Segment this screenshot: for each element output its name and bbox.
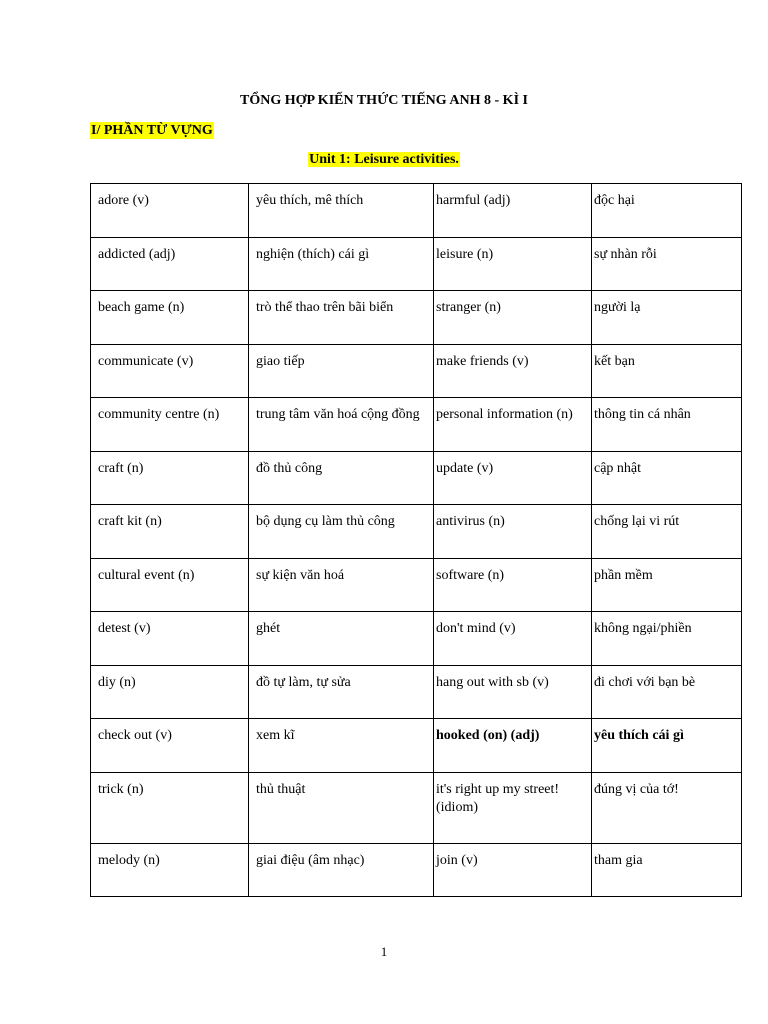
term-vi: đồ tự làm, tự sửa	[249, 665, 434, 719]
table-row	[91, 184, 742, 238]
term-vi: độc hại	[592, 184, 742, 238]
term-en: trick (n)	[91, 772, 249, 843]
term-en: personal information (n)	[434, 398, 592, 452]
term-en: communicate (v)	[91, 344, 249, 398]
vocabulary-table	[90, 183, 742, 897]
term-en: don't mind (v)	[434, 612, 592, 666]
term-en: antivirus (n)	[434, 505, 592, 559]
term-vi: nghiện (thích) cái gì	[249, 237, 434, 291]
term-en: diy (n)	[91, 665, 249, 719]
term-en: craft (n)	[91, 451, 249, 505]
term-vi: đi chơi với bạn bè	[592, 665, 742, 719]
term-vi: yêu thích, mê thích	[249, 184, 434, 238]
term-en: update (v)	[434, 451, 592, 505]
term-vi: chống lại vi rút	[592, 505, 742, 559]
term-en: adore (v)	[91, 184, 249, 238]
table-row	[91, 772, 742, 843]
term-en: beach game (n)	[91, 291, 249, 345]
term-en: hang out with sb (v)	[434, 665, 592, 719]
term-vi: cập nhật	[592, 451, 742, 505]
table-row	[91, 505, 742, 559]
table-row	[91, 558, 742, 612]
table-row	[91, 398, 742, 452]
term-en: community centre (n)	[91, 398, 249, 452]
term-vi: thông tin cá nhân	[592, 398, 742, 452]
term-vi: ghét	[249, 612, 434, 666]
table-row	[91, 719, 742, 773]
term-en: detest (v)	[91, 612, 249, 666]
table-row	[91, 291, 742, 345]
term-vi: đúng vị của tớ!	[592, 772, 742, 843]
term-vi: xem kĩ	[249, 719, 434, 773]
term-vi: tham gia	[592, 843, 742, 897]
term-vi: phần mềm	[592, 558, 742, 612]
term-vi: người lạ	[592, 291, 742, 345]
term-en: join (v)	[434, 843, 592, 897]
table-row	[91, 344, 742, 398]
term-vi: sự kiện văn hoá	[249, 558, 434, 612]
term-vi: bộ dụng cụ làm thủ công	[249, 505, 434, 559]
term-en: it's right up my street! (idiom)	[434, 772, 592, 843]
term-en: software (n)	[434, 558, 592, 612]
section-heading: I/ PHẦN TỪ VỰNG	[91, 123, 213, 138]
table-row	[91, 843, 742, 897]
term-vi: giao tiếp	[249, 344, 434, 398]
term-en: make friends (v)	[434, 344, 592, 398]
term-vi: thủ thuật	[249, 772, 434, 843]
term-vi: trò thể thao trên bãi biển	[249, 291, 434, 345]
term-vi: không ngại/phiền	[592, 612, 742, 666]
table-row	[91, 237, 742, 291]
term-en: stranger (n)	[434, 291, 592, 345]
unit-heading-wrap	[0, 150, 768, 168]
term-vi: trung tâm văn hoá cộng đồng	[249, 398, 434, 452]
term-en: addicted (adj)	[91, 237, 249, 291]
term-en: harmful (adj)	[434, 184, 592, 238]
term-vi: đồ thủ công	[249, 451, 434, 505]
term-en: leisure (n)	[434, 237, 592, 291]
table-row	[91, 665, 742, 719]
term-vi: kết bạn	[592, 344, 742, 398]
term-en: check out (v)	[91, 719, 249, 773]
term-vi: giai điệu (âm nhạc)	[249, 843, 434, 897]
term-en: melody (n)	[91, 843, 249, 897]
term-en: hooked (on) (adj)	[434, 719, 592, 773]
term-en: craft kit (n)	[91, 505, 249, 559]
term-en: cultural event (n)	[91, 558, 249, 612]
table-row	[91, 451, 742, 505]
term-vi: yêu thích cái gì	[592, 719, 742, 773]
page-number: 1	[380, 944, 388, 959]
document-title: TỔNG HỢP KIẾN THỨC TIẾNG ANH 8 - KÌ I	[240, 93, 528, 108]
table-row	[91, 612, 742, 666]
unit-heading: Unit 1: Leisure activities.	[309, 152, 459, 167]
term-vi: sự nhàn rỗi	[592, 237, 742, 291]
